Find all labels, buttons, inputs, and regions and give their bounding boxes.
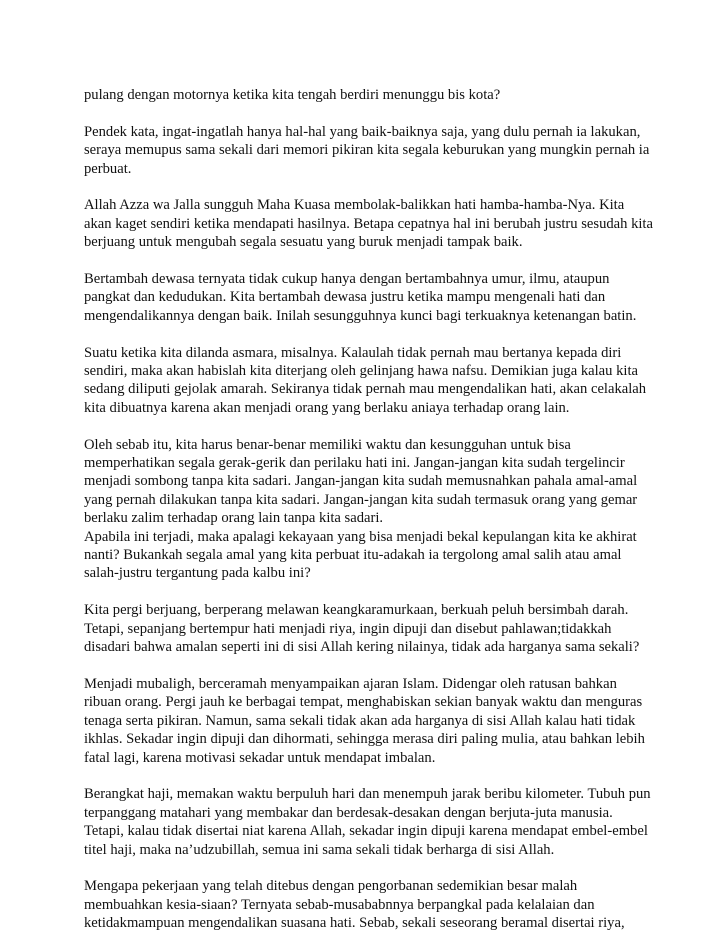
text-line: sendiri, maka akan habislah kita diterjang oleh gelinjang hawa nafsu. Demikian juga kalau kita [84,363,638,380]
text-line: yang pernah dilakukan tanpa kita sadari. Jangan-jangan kita sudah termasuk orang yang gemar [84,491,638,508]
text-line: menjadi sombong tanpa kita sadari. Jangan-jangan kita sudah memusnahkan pahala amal-amal [84,473,638,490]
text-line: Allah Azza wa Jalla sungguh Maha Kuasa membolak-balikkan hati hamba-hamba-Nya. Kita [84,197,625,214]
text-line: pangkat dan kedudukan. Kita bertambah dewasa justru ketika mampu mengenali hati dan [84,289,606,306]
text-line: akan kaget sendiri ketika mendapati hasilnya. Betapa cepatnya hal ini berubah justru sesudah kita [84,215,653,232]
text-line: Bertambah dewasa ternyata tidak cukup hanya dengan bertambahnya umur, ilmu, ataupun [84,271,610,288]
paragraph-10 [84,877,654,932]
text-line: Apabila ini terjadi, maka apalagi kekayaan yang bisa menjadi bekal kepulangan kita ke akhirat [84,528,637,545]
text-line: Menjadi mubaligh, berceramah menyampaikan ajaran Islam. Didengar oleh ratusan bahkan [84,675,617,692]
text-line: nanti? Bukankah segala amal yang kita perbuat itu-adakah ia tergolong amal salih atau amal [84,547,622,564]
text-line: Suatu ketika kita dilanda asmara, misalnya. Kalaulah tidak pernah mau bertanya kepada diri [84,344,622,361]
text-line: perbuat. [84,160,132,177]
paragraph-3 [84,196,654,251]
paragraph-1 [84,86,654,104]
text-line: memperhatikan segala gerak-gerik dan perilaku hati ini. Jangan-jangan kita sudah tergelincir [84,455,625,472]
text-line: disadari bahwa amalan seperti ini di sisi Allah kering nilainya, tidak ada harganya sama sekali? [84,639,640,656]
text-line: mengendalikannya dengan baik. Inilah sesungguhnya kunci bagi terkuaknya ketenangan batin. [84,307,637,324]
text-line: Kita pergi berjuang, berperang melawan keangkaramurkaan, berkuah peluh bersimbah darah. [84,602,629,619]
text-line: Oleh sebab itu, kita harus benar-benar memiliki waktu dan kesungguhan untuk bisa [84,436,571,453]
text-line: pulang dengan motornya ketika kita tengah berdiri menunggu bis kota? [84,87,501,103]
document-page [84,86,654,951]
paragraph-5 [84,344,654,418]
paragraph-9 [84,785,654,859]
paragraph-7 [84,601,654,656]
text-line: kita dibuatnya karena akan menjadi orang yang berlaku aniaya terhadap orang lain. [84,399,570,416]
text-line: Berangkat haji, memakan waktu berpuluh hari dan menempuh jarak beribu kilometer. Tubuh pun [84,786,651,803]
text-line: sedang diliputi gejolak amarah. Sekiranya tidak pernah mau mengendalikan hati, akan celakalah [84,381,647,398]
text-line: Tetapi, sepanjang bertempur hati menjadi riya, ingin dipuji dan disebut pahlawan;tidakkah [84,620,612,637]
text-line: salah-justru tergantung pada kalbu ini? [84,565,311,582]
text-line: tenaga serta pikiran. Namun, sama sekali tidak akan ada harganya di sisi Allah kalau hati tidak [84,712,636,729]
paragraph-8 [84,675,654,767]
text-line: terpanggang matahari yang membakar dan berdesak-desakan dengan berjuta-juta manusia. [84,804,613,821]
text-line: ketidakmampuan mengendalikan suasana hati. Sebab, sekali seseorang beramal disertai riya, [84,915,625,932]
text-line: Pendek kata, ingat-ingatlah hanya hal-hal yang baik-baiknya saja, yang dulu pernah ia lakukan, [84,123,641,140]
text-line: seraya memupus sama sekali dari memori pikiran kita segala keburukan yang mungkin pernah ia [84,142,650,159]
text-line: berjuang untuk mengubah segala sesuatu yang buruk menjadi tampak baik. [84,234,523,251]
text-line: membuahkan kesia-siaan? Ternyata sebab-musababnnya berpangkal pada kelalaian dan [84,896,595,913]
text-line: ribuan orang. Pergi jauh ke berbagai tempat, menghabiskan sekian banyak waktu dan menguras [84,694,643,711]
text-line: titel haji, maka na’udzubillah, semua ini sama sekali tidak berharga di sisi Allah. [84,841,555,858]
paragraph-2 [84,123,654,178]
text-line: ikhlas. Sekadar ingin dipuji dan dihormati, sehingga merasa diri paling mulia, atau bahkan lebih [84,731,645,748]
text-line: Mengapa pekerjaan yang telah ditebus dengan pengorbanan sedemikian besar malah [84,878,578,895]
paragraph-6 [84,436,654,583]
text-line: Tetapi, kalau tidak disertai niat karena Allah, sekadar ingin dipuji karena mendapat embel-embel [84,823,648,840]
text-line: berlaku zalim terhadap orang lain tanpa kita sadari. [84,510,384,527]
paragraph-4 [84,270,654,325]
text-line: fatal lagi, karena motivasi sekadar untuk mendapat imbalan. [84,749,436,766]
